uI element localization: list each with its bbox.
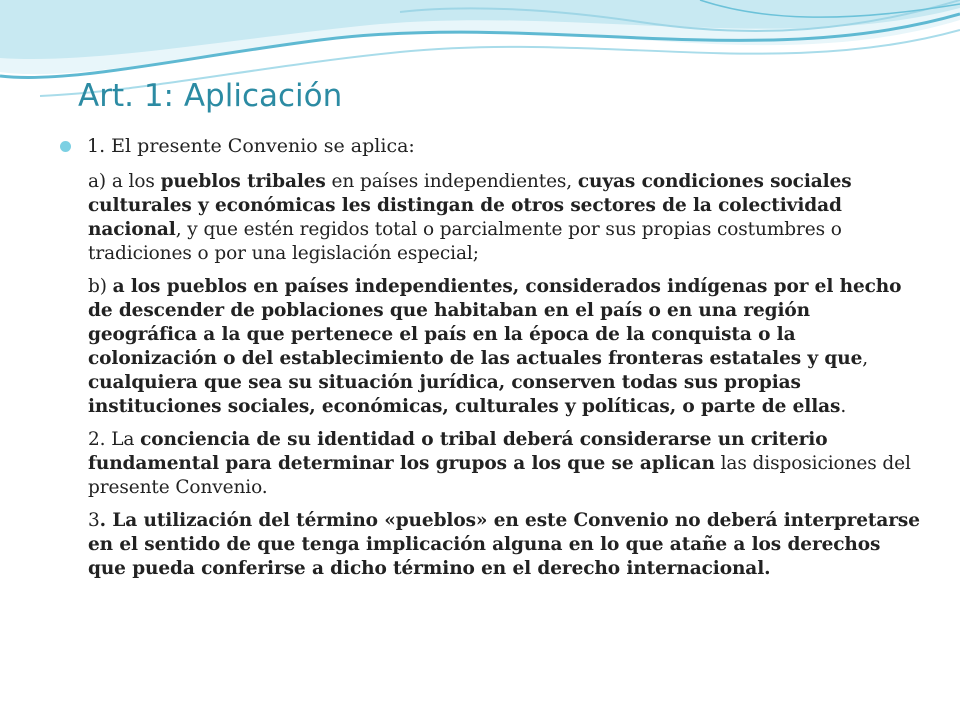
text-segment: en países independientes, [325,171,578,192]
bold-text-segment: cuyas condiciones sociales culturales y económicas les distingan de otros sectores de la colectividad nacional [88,171,852,240]
bold-text-segment: . La utilización del término «pueblos» en este Convenio no deberá interpretarse en el sentido de que tenga implicación alguna en lo que atañe a los derechos que pueda conferirse a dicho término en el derecho internacional. [88,510,920,579]
text-segment: , y que estén regidos total o parcialmente por sus propias costumbres o tradiciones o por una legislación especial; [88,219,842,264]
text-segment: a) a los [88,171,161,192]
text-segment: 2. La [88,429,141,450]
article-paragraphs [60,170,922,581]
bullet-text: 1. El presente Convenio se aplica: [87,135,415,157]
text-segment: 3 [88,510,100,531]
article-paragraph [60,509,922,581]
article-paragraph [60,428,922,500]
bold-text-segment: conciencia de su identidad o tribal deberá considerarse un criterio fundamental para determinar los grupos a los que se aplican [88,429,828,474]
text-segment: . [840,396,847,417]
article-paragraph [60,170,922,266]
bold-text-segment: cualquiera que sea su situación jurídica, conserven todas sus propias instituciones sociales, económicas, culturales y políticas, o parte de ellas [88,372,841,417]
slide-title: Art. 1: Aplicación [78,78,343,114]
article-paragraph [60,275,922,419]
bullet-dot-icon [60,141,71,152]
slide-content [60,134,922,590]
bold-text-segment: a los pueblos en países independientes, considerados indígenas por el hecho de descender de poblaciones que habitaban en el país o en una región geográfica a la que pertenece el país en la época de la conquista o la colonización o del establecimiento de las actuales fronteras estatales y que [88,276,902,369]
text-segment: las disposiciones del presente Convenio. [88,453,911,498]
text-segment: , [862,348,869,369]
bullet-item [60,134,922,158]
text-segment: b) [88,276,113,297]
bold-text-segment: pueblos tribales [160,171,326,192]
